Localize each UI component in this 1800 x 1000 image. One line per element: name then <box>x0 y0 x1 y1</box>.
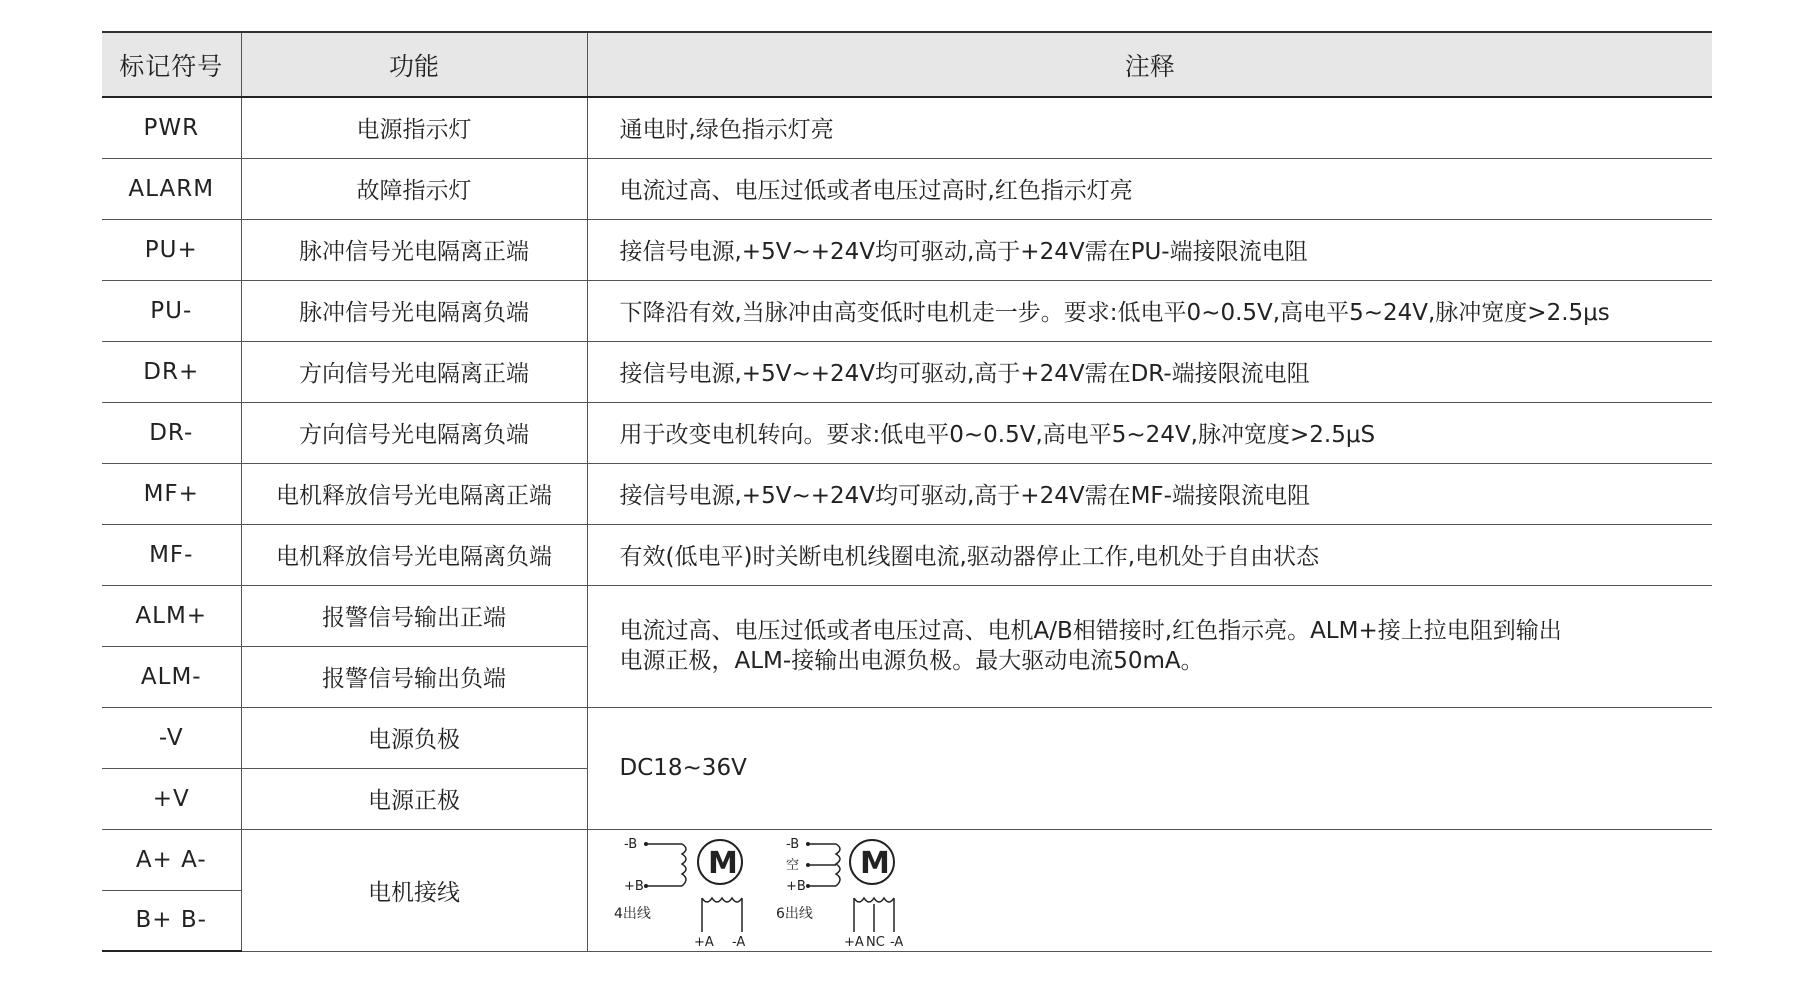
row-function: 电源正极 <box>241 768 587 829</box>
row-symbol: B+ B- <box>102 890 241 951</box>
table-row <box>102 524 1712 585</box>
row-function: 电机释放信号光电隔离正端 <box>241 463 587 524</box>
table-row <box>102 707 1712 768</box>
row-note: 通电时,绿色指示灯亮 <box>587 97 1712 158</box>
pin-label: +B <box>785 879 806 894</box>
pin-label: +A <box>843 935 864 950</box>
row-function: 脉冲信号光电隔离负端 <box>241 280 587 341</box>
diagram-title: 6出线 <box>775 906 813 922</box>
row-symbol: MF- <box>102 524 241 585</box>
row-function: 电源负极 <box>241 707 587 768</box>
row-note: 电流过高、电压过低或者电压过高时,红色指示灯亮 <box>587 158 1712 219</box>
row-symbol: +V <box>102 768 241 829</box>
pin-label: NC <box>865 935 885 950</box>
row-function: 方向信号光电隔离负端 <box>241 402 587 463</box>
row-symbol: PU- <box>102 280 241 341</box>
table-row <box>102 402 1712 463</box>
motor-label: M <box>707 846 738 881</box>
row-symbol: ALARM <box>102 158 241 219</box>
table-row <box>102 463 1712 524</box>
row-function: 电源指示灯 <box>241 97 587 158</box>
row-function: 电机释放信号光电隔离负端 <box>241 524 587 585</box>
pin-label: -B <box>623 837 637 852</box>
pin-label: +B <box>623 879 644 894</box>
table-header-row <box>102 32 1712 97</box>
motor-wiring-diagram <box>614 832 934 950</box>
row-note: 下降沿有效,当脉冲由高变低时电机走一步。要求:低电平0~0.5V,高电平5~24V,脉冲宽度>2.5μs <box>587 280 1712 341</box>
header-function: 功能 <box>241 32 587 97</box>
table-row <box>102 280 1712 341</box>
row-symbol: DR+ <box>102 341 241 402</box>
row-symbol: ALM- <box>102 646 241 707</box>
alarm-note-line2: 电源正极，ALM-接输出电源负极。最大驱动电流50mA。 <box>619 648 1204 674</box>
row-note: 接信号电源,+5V~+24V均可驱动,高于+24V需在DR-端接限流电阻 <box>587 341 1712 402</box>
wiring-diagram-cell <box>587 829 1712 951</box>
row-symbol: MF+ <box>102 463 241 524</box>
alarm-note-line1: 电流过高、电压过低或者电压过高、电机A/B相错接时,红色指示亮。ALM+接上拉电阻到输出 <box>619 618 1562 644</box>
row-function: 故障指示灯 <box>241 158 587 219</box>
pin-label: -A <box>889 935 903 950</box>
row-symbol: PU+ <box>102 219 241 280</box>
six-wire-diagram <box>776 837 903 950</box>
table-row <box>102 158 1712 219</box>
pin-label: -A <box>731 935 745 950</box>
alarm-note <box>587 585 1712 707</box>
row-function: 电机接线 <box>241 829 587 951</box>
four-wire-diagram <box>614 837 745 950</box>
table-row <box>102 585 1712 646</box>
row-note: 有效(低电平)时关断电机线圈电流,驱动器停止工作,电机处于自由状态 <box>587 524 1712 585</box>
table-row <box>102 97 1712 158</box>
pin-label: +A <box>693 935 714 950</box>
row-symbol: -V <box>102 707 241 768</box>
row-note: 接信号电源,+5V~+24V均可驱动,高于+24V需在PU-端接限流电阻 <box>587 219 1712 280</box>
row-function: 方向信号光电隔离正端 <box>241 341 587 402</box>
row-function: 报警信号输出正端 <box>241 585 587 646</box>
pin-label: -B <box>785 837 799 852</box>
row-symbol: PWR <box>102 97 241 158</box>
row-symbol: A+ A- <box>102 829 241 890</box>
table-row <box>102 341 1712 402</box>
header-note: 注释 <box>587 32 1712 97</box>
row-symbol: ALM+ <box>102 585 241 646</box>
row-function: 脉冲信号光电隔离正端 <box>241 219 587 280</box>
motor-label: M <box>859 846 890 881</box>
row-function: 报警信号输出负端 <box>241 646 587 707</box>
diagram-title: 4出线 <box>613 906 651 922</box>
terminal-spec-table <box>102 31 1712 952</box>
power-note: DC18~36V <box>587 707 1712 829</box>
row-symbol: DR- <box>102 402 241 463</box>
pin-label: 空 <box>785 858 799 873</box>
row-note: 接信号电源,+5V~+24V均可驱动,高于+24V需在MF-端接限流电阻 <box>587 463 1712 524</box>
row-note: 用于改变电机转向。要求:低电平0~0.5V,高电平5~24V,脉冲宽度>2.5μS <box>587 402 1712 463</box>
header-symbol: 标记符号 <box>102 32 241 97</box>
table-row <box>102 219 1712 280</box>
table-row <box>102 829 1712 890</box>
